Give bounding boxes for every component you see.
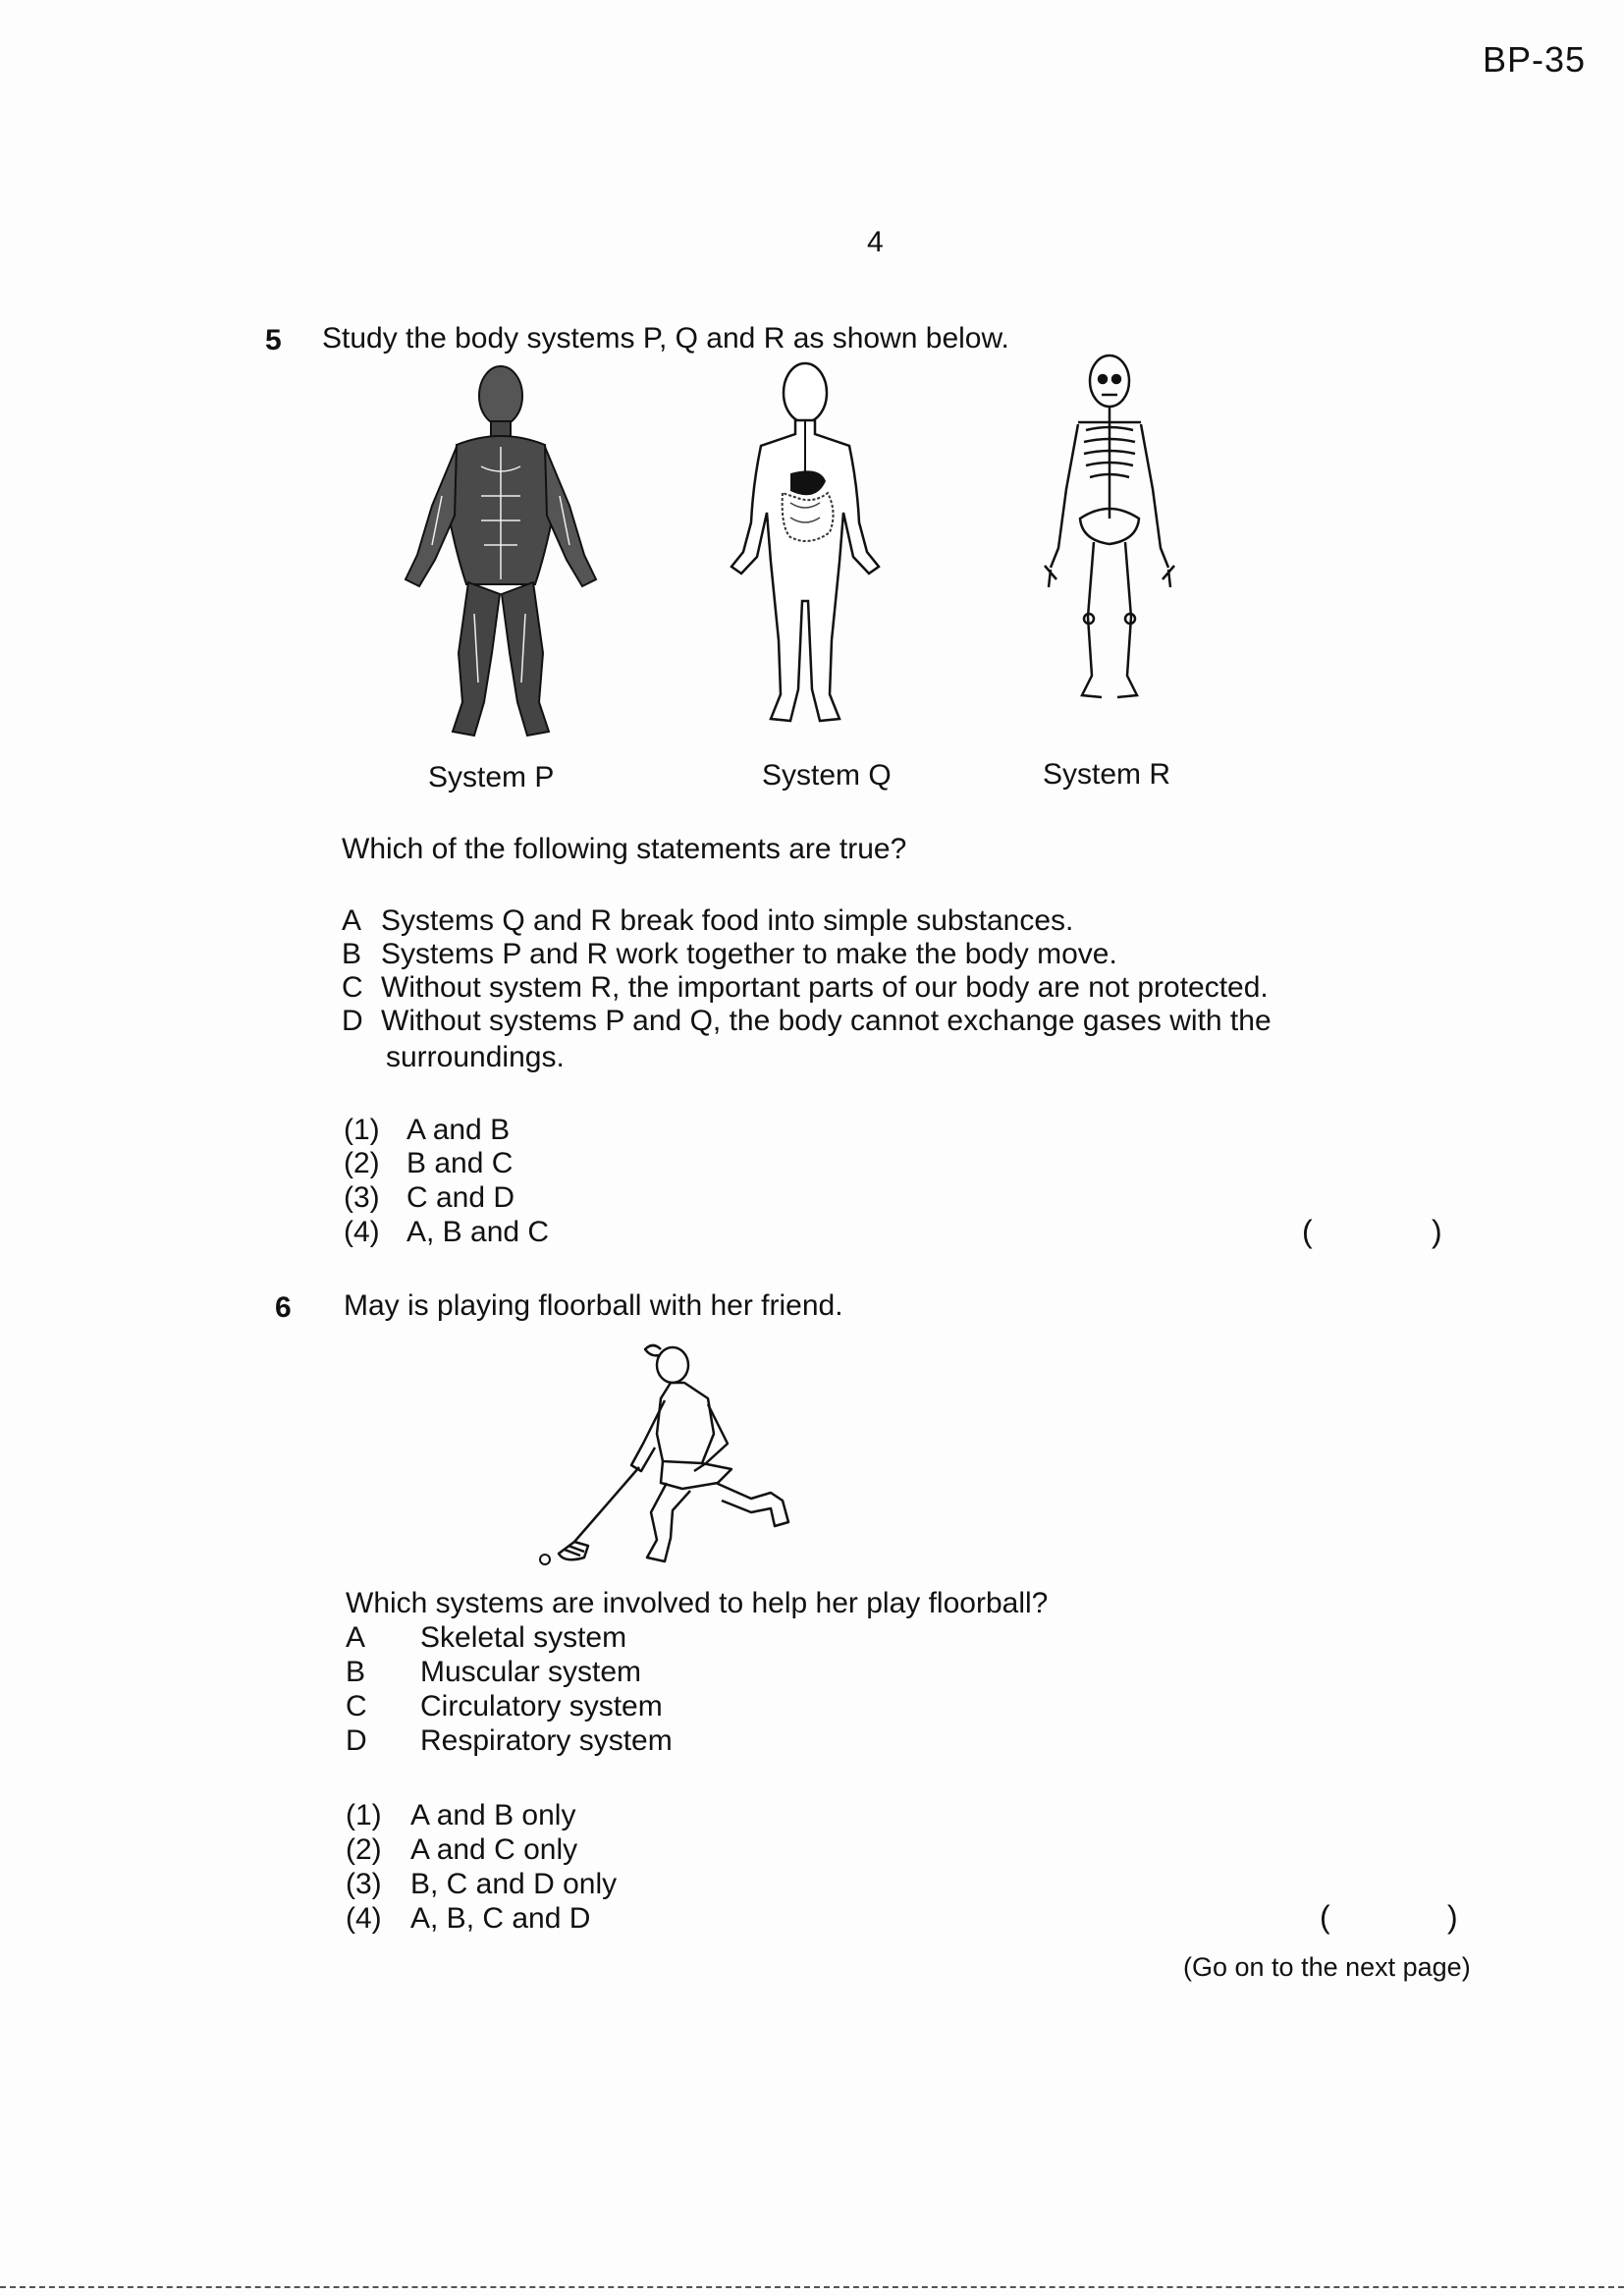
statement-d-continuation: surroundings. [386, 1041, 565, 1073]
option-b [346, 1656, 641, 1689]
page-number: 4 [867, 226, 884, 258]
answer-number: (4) [346, 1902, 382, 1935]
statement-text: Systems P and R work together to make the body move. [381, 938, 1117, 970]
answer-text: A, B, C and D [410, 1902, 591, 1935]
statement-d [342, 1005, 1272, 1038]
answer-option-4[interactable] [346, 1902, 590, 1936]
answer-text: B and C [406, 1147, 514, 1179]
question-5-number: 5 [265, 324, 282, 356]
option-c [346, 1690, 663, 1723]
page-bottom-divider [0, 2286, 1624, 2288]
figure-caption-r: System R [1043, 758, 1171, 791]
option-text: Skeletal system [420, 1621, 627, 1654]
answer-text: B, C and D only [410, 1868, 618, 1900]
answer-number: (4) [344, 1216, 380, 1248]
answer-box-q5-open[interactable]: ( [1302, 1214, 1313, 1249]
figure-caption-q: System Q [762, 759, 892, 792]
question-6-stem: Which systems are involved to help her play floorball? [346, 1587, 1049, 1619]
statement-text: Systems Q and R break food into simple substances. [381, 904, 1074, 937]
option-letter: B [346, 1656, 366, 1688]
answer-option-2[interactable] [344, 1147, 513, 1180]
answer-box-q5-close[interactable]: ) [1432, 1214, 1442, 1249]
answer-text: A, B and C [406, 1216, 550, 1248]
statement-letter: C [342, 971, 363, 1004]
answer-text: A and B [406, 1114, 511, 1146]
question-6-prompt: May is playing floorball with her friend. [344, 1289, 843, 1322]
answer-text: C and D [406, 1181, 515, 1214]
answer-number: (2) [346, 1833, 382, 1866]
statement-letter: D [342, 1005, 363, 1037]
skeletal-system-figure-icon [1031, 352, 1188, 705]
option-letter: D [346, 1724, 367, 1757]
answer-number: (3) [344, 1181, 380, 1214]
answer-number: (1) [344, 1114, 380, 1146]
statement-b [342, 938, 1117, 971]
option-text: Circulatory system [420, 1690, 663, 1722]
statement-a [342, 904, 1073, 938]
option-a [346, 1621, 626, 1655]
question-5-stem: Which of the following statements are true? [342, 833, 907, 865]
answer-text: A and C only [410, 1833, 578, 1866]
answer-box-q6-close[interactable]: ) [1447, 1899, 1458, 1935]
statement-letter: A [342, 904, 362, 937]
question-5-prompt: Study the body systems P, Q and R as shown below. [322, 322, 1009, 355]
statement-letter: B [342, 938, 362, 970]
continue-note: (Go on to the next page) [1183, 1952, 1471, 1982]
option-text: Respiratory system [420, 1724, 673, 1757]
question-6-number: 6 [275, 1291, 292, 1324]
answer-option-1[interactable] [346, 1799, 575, 1832]
option-d [346, 1724, 673, 1758]
answer-number: (3) [346, 1868, 382, 1900]
statement-text: Without systems P and Q, the body cannot exchange gases with the [381, 1005, 1272, 1037]
muscular-system-figure-icon [398, 358, 604, 741]
floorball-player-figure-icon [535, 1336, 820, 1571]
statement-c [342, 971, 1269, 1005]
option-letter: A [346, 1621, 366, 1654]
answer-box-q6-open[interactable]: ( [1320, 1899, 1330, 1935]
option-letter: C [346, 1690, 367, 1722]
option-text: Muscular system [420, 1656, 642, 1688]
answer-option-4[interactable] [344, 1216, 549, 1249]
answer-text: A and B only [410, 1799, 576, 1831]
answer-option-2[interactable] [346, 1833, 577, 1867]
answer-option-1[interactable] [344, 1114, 510, 1147]
answer-option-3[interactable] [344, 1181, 514, 1215]
digestive-system-figure-icon [722, 355, 889, 729]
paper-code: BP-35 [1483, 39, 1587, 80]
statement-text: Without system R, the important parts of our body are not protected. [381, 971, 1269, 1004]
answer-number: (1) [346, 1799, 382, 1831]
figure-caption-p: System P [428, 761, 555, 793]
answer-option-3[interactable] [346, 1868, 617, 1901]
answer-number: (2) [344, 1147, 380, 1179]
